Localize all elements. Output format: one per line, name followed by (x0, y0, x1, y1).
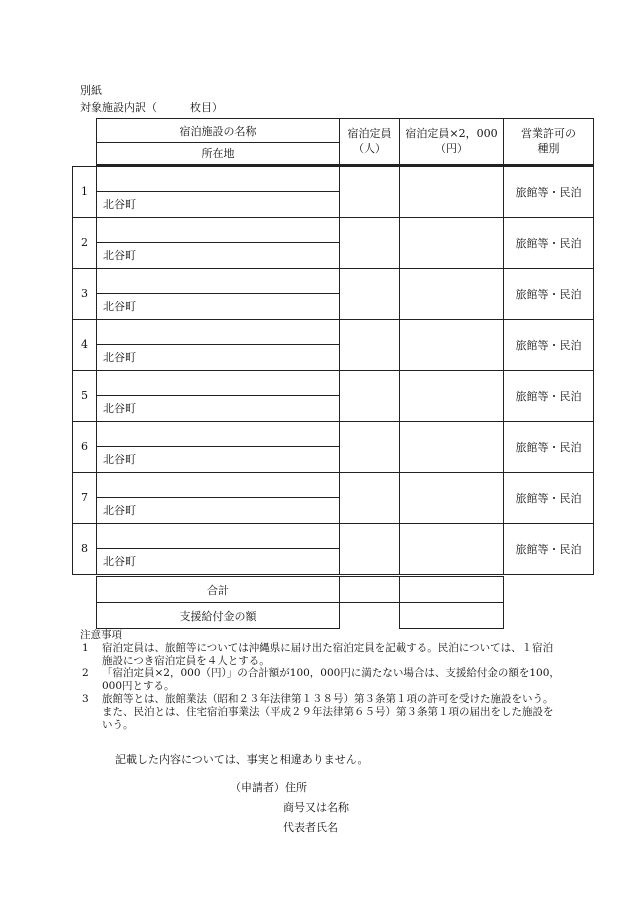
permit-type-cell[interactable]: 旅館等・民泊 (504, 472, 594, 523)
facility-table (72, 118, 594, 575)
amount-cell[interactable] (400, 217, 504, 268)
header-spacer (73, 119, 97, 165)
header-address: 所在地 (97, 143, 340, 165)
permit-type-cell[interactable]: 旅館等・民泊 (504, 319, 594, 370)
row-number: 4 (73, 319, 97, 370)
capacity-cell[interactable] (340, 319, 400, 370)
note-text: 旅館等とは、旅館業法（昭和２３年法律第１３８号）第３条第１項の許可を受けた施設をいう。また、民泊とは、住宅宿泊事業法（平成２９年法律第６５号）第３条第１項の届出をした施設をいう。 (102, 692, 554, 731)
permit-type-cell[interactable]: 旅館等・民泊 (504, 268, 594, 319)
note-text: 「宿泊定員×2，000（円）」の合計額が100，000円に満たない場合は、支援給付金の額を100，000円とする。 (102, 667, 560, 693)
address-cell[interactable]: 北谷町 (97, 191, 340, 217)
amount-cell[interactable] (400, 472, 504, 523)
facility-row (73, 523, 594, 548)
note-text: 宿泊定員は、旅館等については沖縄県に届け出た宿泊定員を記載する。民泊については、１宿泊施設につき宿泊定員を４人とする。 (102, 641, 554, 667)
facility-row (73, 166, 594, 191)
facility-name-cell[interactable] (97, 472, 340, 497)
applicant-name-label: 商号又は名称 (283, 801, 349, 814)
total-capacity-cell[interactable] (340, 577, 400, 603)
capacity-cell[interactable] (340, 421, 400, 472)
note-item (80, 667, 560, 693)
address-cell[interactable]: 北谷町 (97, 344, 340, 370)
row-number: 3 (73, 268, 97, 319)
permit-type-cell[interactable]: 旅館等・民泊 (504, 523, 594, 574)
address-cell[interactable]: 北谷町 (97, 548, 340, 574)
amount-cell[interactable] (400, 166, 504, 217)
note-item (80, 693, 560, 731)
capacity-cell[interactable] (340, 166, 400, 217)
address-cell[interactable]: 北谷町 (97, 446, 340, 472)
facility-row (73, 217, 594, 242)
facility-row (73, 268, 594, 293)
support-amount-cell[interactable] (400, 603, 504, 629)
support-blank (340, 603, 400, 629)
total-label: 合計 (97, 577, 340, 603)
notes-section (80, 629, 560, 731)
notes-title: 注意事項 (80, 629, 122, 641)
permit-type-cell[interactable]: 旅館等・民泊 (504, 421, 594, 472)
row-number: 6 (73, 421, 97, 472)
row-number: 7 (73, 472, 97, 523)
capacity-cell[interactable] (340, 217, 400, 268)
facility-name-cell[interactable] (97, 370, 340, 395)
row-number: 2 (73, 217, 97, 268)
facility-name-cell[interactable] (97, 268, 340, 293)
declaration-text: 記載した内容については、事実と相違ありません。 (115, 753, 369, 766)
total-amount-cell[interactable] (400, 577, 504, 603)
header-permit-type: 営業許可の 種別 (504, 119, 594, 165)
capacity-cell[interactable] (340, 268, 400, 319)
amount-cell[interactable] (400, 523, 504, 574)
amount-cell[interactable] (400, 421, 504, 472)
note-item (80, 642, 560, 668)
address-cell[interactable]: 北谷町 (97, 242, 340, 268)
note-number: 2 (82, 667, 89, 680)
capacity-cell[interactable] (340, 523, 400, 574)
facility-name-cell[interactable] (97, 319, 340, 344)
row-number: 8 (73, 523, 97, 574)
capacity-cell[interactable] (340, 370, 400, 421)
facility-name-cell[interactable] (97, 523, 340, 548)
facility-row (73, 370, 594, 395)
capacity-cell[interactable] (340, 472, 400, 523)
facility-row (73, 319, 594, 344)
attachment-label: 別紙 (80, 84, 102, 97)
facility-name-cell[interactable] (97, 217, 340, 242)
row-number: 5 (73, 370, 97, 421)
row-number: 1 (73, 166, 97, 217)
facility-name-cell[interactable] (97, 421, 340, 446)
note-number: 3 (82, 692, 89, 705)
support-amount-label: 支援給付金の額 (97, 603, 340, 629)
representative-name-label: 代表者氏名 (283, 821, 338, 834)
header-capacity: 宿泊定員 （人） (340, 119, 400, 165)
amount-cell[interactable] (400, 319, 504, 370)
permit-type-cell[interactable]: 旅館等・民泊 (504, 166, 594, 217)
facility-row (73, 472, 594, 497)
page-subtitle: 対象施設内訳（ 枚目） (80, 101, 223, 114)
header-amount: 宿泊定員×2，000 （円） (400, 119, 504, 165)
note-number: 1 (82, 641, 89, 654)
address-cell[interactable]: 北谷町 (97, 497, 340, 523)
permit-type-cell[interactable]: 旅館等・民泊 (504, 370, 594, 421)
permit-type-cell[interactable]: 旅館等・民泊 (504, 217, 594, 268)
address-cell[interactable]: 北谷町 (97, 293, 340, 319)
summary-table (96, 576, 504, 629)
facility-row (73, 421, 594, 446)
header-facility-name: 宿泊施設の名称 (97, 119, 340, 143)
amount-cell[interactable] (400, 268, 504, 319)
address-cell[interactable]: 北谷町 (97, 395, 340, 421)
amount-cell[interactable] (400, 370, 504, 421)
facility-name-cell[interactable] (97, 166, 340, 191)
applicant-address-label: （申請者）住所 (230, 781, 307, 794)
